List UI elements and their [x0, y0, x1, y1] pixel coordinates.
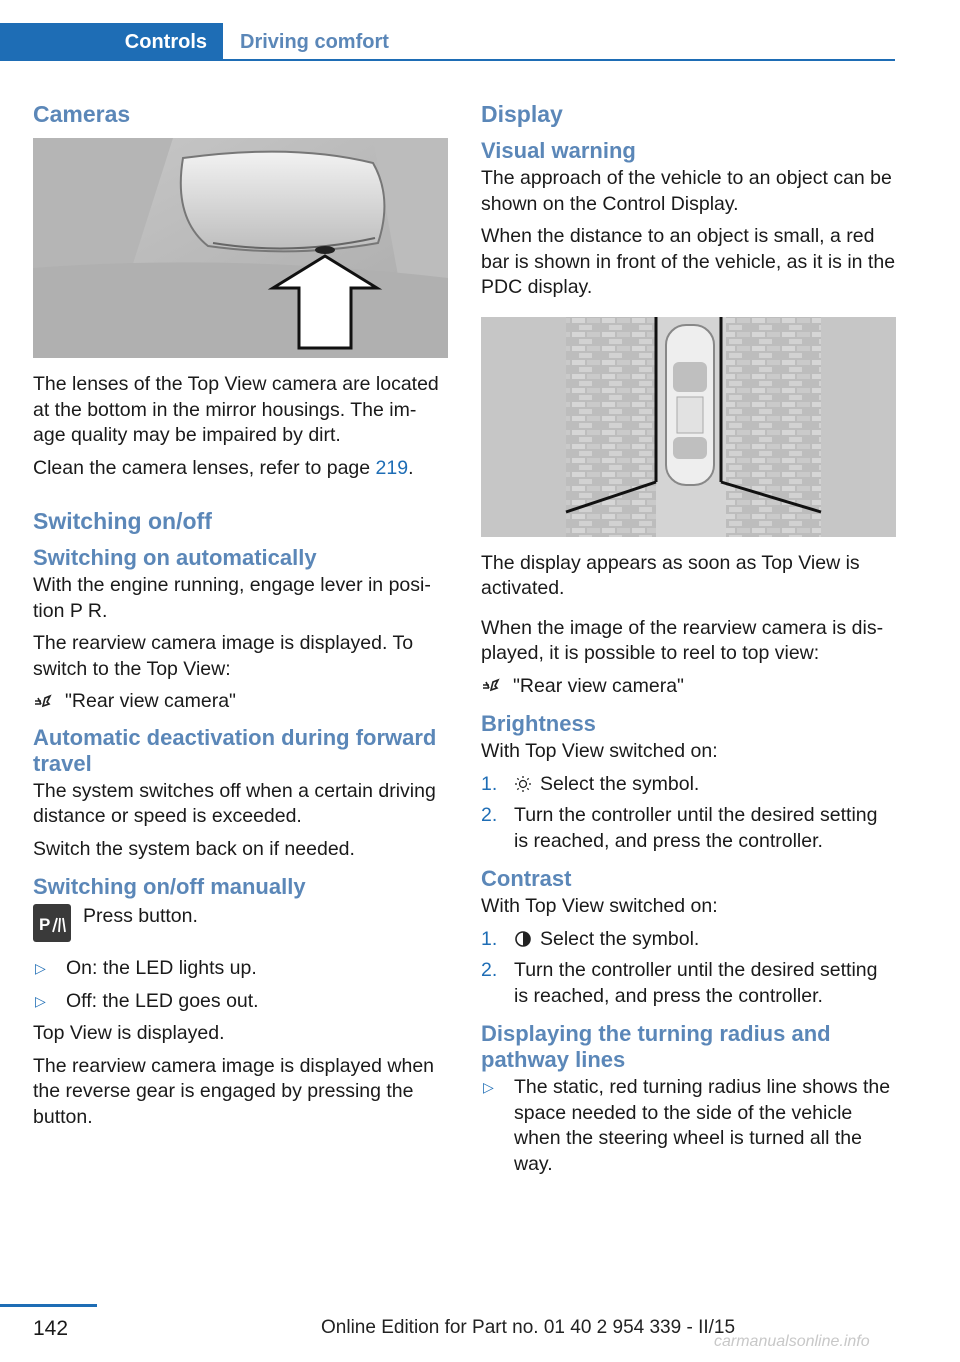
edition-text: Online Edition for Part no. 01 40 2 954 339 - II/15 [321, 1317, 736, 1338]
left-column [33, 100, 448, 1137]
list-item [33, 989, 448, 1015]
page-number: 142 [33, 1317, 69, 1340]
step-number: 1. [481, 927, 498, 950]
list-item [481, 803, 896, 854]
page-219-link[interactable]: 219 [375, 456, 409, 479]
rear-view-camera-menu-item [33, 689, 448, 715]
auto-on-text: With the engine running, engage lever in posi‐tion P R. [33, 574, 431, 622]
mirror-camera-illustration [33, 138, 448, 358]
contrast-icon [514, 930, 532, 948]
turning-radius-heading: Displaying the turning radius and pathway lines [481, 1021, 831, 1072]
contrast-steps [481, 927, 896, 1010]
topview-displayed-text: Top View is displayed. [33, 1022, 225, 1044]
cameras-text: The lenses of the Top View camera are located at the bottom in the mirror housings. The im‐age quality may be impaired by dirt. [33, 373, 439, 446]
press-button-row [33, 904, 448, 942]
bullet-text: On: the LED lights up. [66, 957, 257, 979]
triangle-bullet-icon: ▷ [35, 992, 46, 1009]
list-item [481, 958, 896, 1009]
svg-text:P: P [39, 915, 51, 934]
header-rule [223, 59, 895, 61]
rearview-text: The rearview camera image is displayed. To switch to the Top View: [33, 632, 414, 680]
bullet-text: Off: the LED goes out. [66, 989, 259, 1012]
pdc-button-icon [33, 904, 71, 942]
clean-text-suffix: . [408, 456, 414, 479]
auto-deactivation-text: The system switches off when a certain driving distance or speed is exceeded. [33, 779, 436, 827]
watermark: carmanualsonline.info [714, 1333, 870, 1350]
camera-icon [33, 692, 53, 712]
rearview-reel-text: When the image of the rearview camera is dis‐played, it is possible to reel to top view: [481, 616, 884, 664]
rear-view-camera-label: "Rear view camera" [513, 674, 684, 697]
brightness-intro: With Top View switched on: [481, 740, 718, 762]
rear-view-camera-menu-item [481, 674, 896, 700]
switch-back-text: Switch the system back on if needed. [33, 837, 355, 860]
section-tab-controls[interactable]: Controls [0, 23, 223, 61]
list-item [481, 1075, 896, 1177]
footer-rule [0, 1304, 97, 1307]
reverse-gear-text: The rearview camera image is displayed when the reverse gear is engaged by pressing the button. [33, 1054, 435, 1128]
turning-bullet-list [481, 1075, 896, 1177]
contrast-heading: Contrast [481, 866, 572, 891]
manual-heading: Switching on/off manually [33, 874, 306, 899]
list-item [481, 927, 896, 953]
list-item [33, 956, 448, 982]
brightness-heading: Brightness [481, 711, 596, 736]
step-text: Select the symbol. [540, 927, 700, 950]
rear-view-camera-label: "Rear view camera" [65, 690, 236, 712]
step-number: 1. [481, 772, 498, 795]
auto-deactivation-heading: Automatic deactivation during forward travel [33, 724, 437, 776]
brightness-steps [481, 772, 896, 855]
top-view-illustration [481, 317, 896, 537]
page-header [0, 23, 895, 63]
visual-warning-text-2: When the distance to an object is small, a red bar is shown in front of the vehicle, as it is in the PDC display. [481, 225, 896, 298]
bullet-text: The static, red turning radius line shows the space needed to the side of the vehicle when the steering wheel is turned all the way. [514, 1076, 891, 1175]
camera-icon [481, 676, 501, 696]
clean-text-prefix: Clean the camera lenses, refer to page [33, 456, 376, 479]
step-text: Turn the controller until the desired setting is reached, and press the controller. [514, 959, 878, 1007]
contrast-intro: With Top View switched on: [481, 895, 718, 917]
switching-heading: Switching on/off [33, 508, 212, 534]
triangle-bullet-icon: ▷ [483, 1079, 494, 1095]
section-tab-driving-comfort[interactable]: Driving comfort [240, 30, 389, 53]
right-column [481, 100, 896, 1184]
visual-warning-text-1: The approach of the vehicle to an object can be shown on the Control Display. [481, 167, 892, 215]
step-text: Turn the controller until the desired setting is reached, and press the controller. [514, 804, 878, 852]
press-button-text: Press button. [83, 905, 198, 927]
led-bullet-list [33, 956, 448, 1014]
list-item [481, 772, 896, 798]
triangle-bullet-icon: ▷ [35, 960, 46, 976]
display-heading: Display [481, 101, 563, 127]
step-number: 2. [481, 959, 498, 981]
display-appears-text: The display appears as soon as Top View is activated. [481, 551, 860, 599]
visual-warning-heading: Visual warning [481, 138, 636, 163]
cameras-heading: Cameras [33, 101, 131, 127]
clean-lenses-text [33, 456, 448, 482]
brightness-icon [514, 775, 532, 793]
step-text: Select the symbol. [540, 772, 700, 795]
auto-on-heading: Switching on automatically [33, 545, 317, 570]
step-number: 2. [481, 804, 498, 826]
